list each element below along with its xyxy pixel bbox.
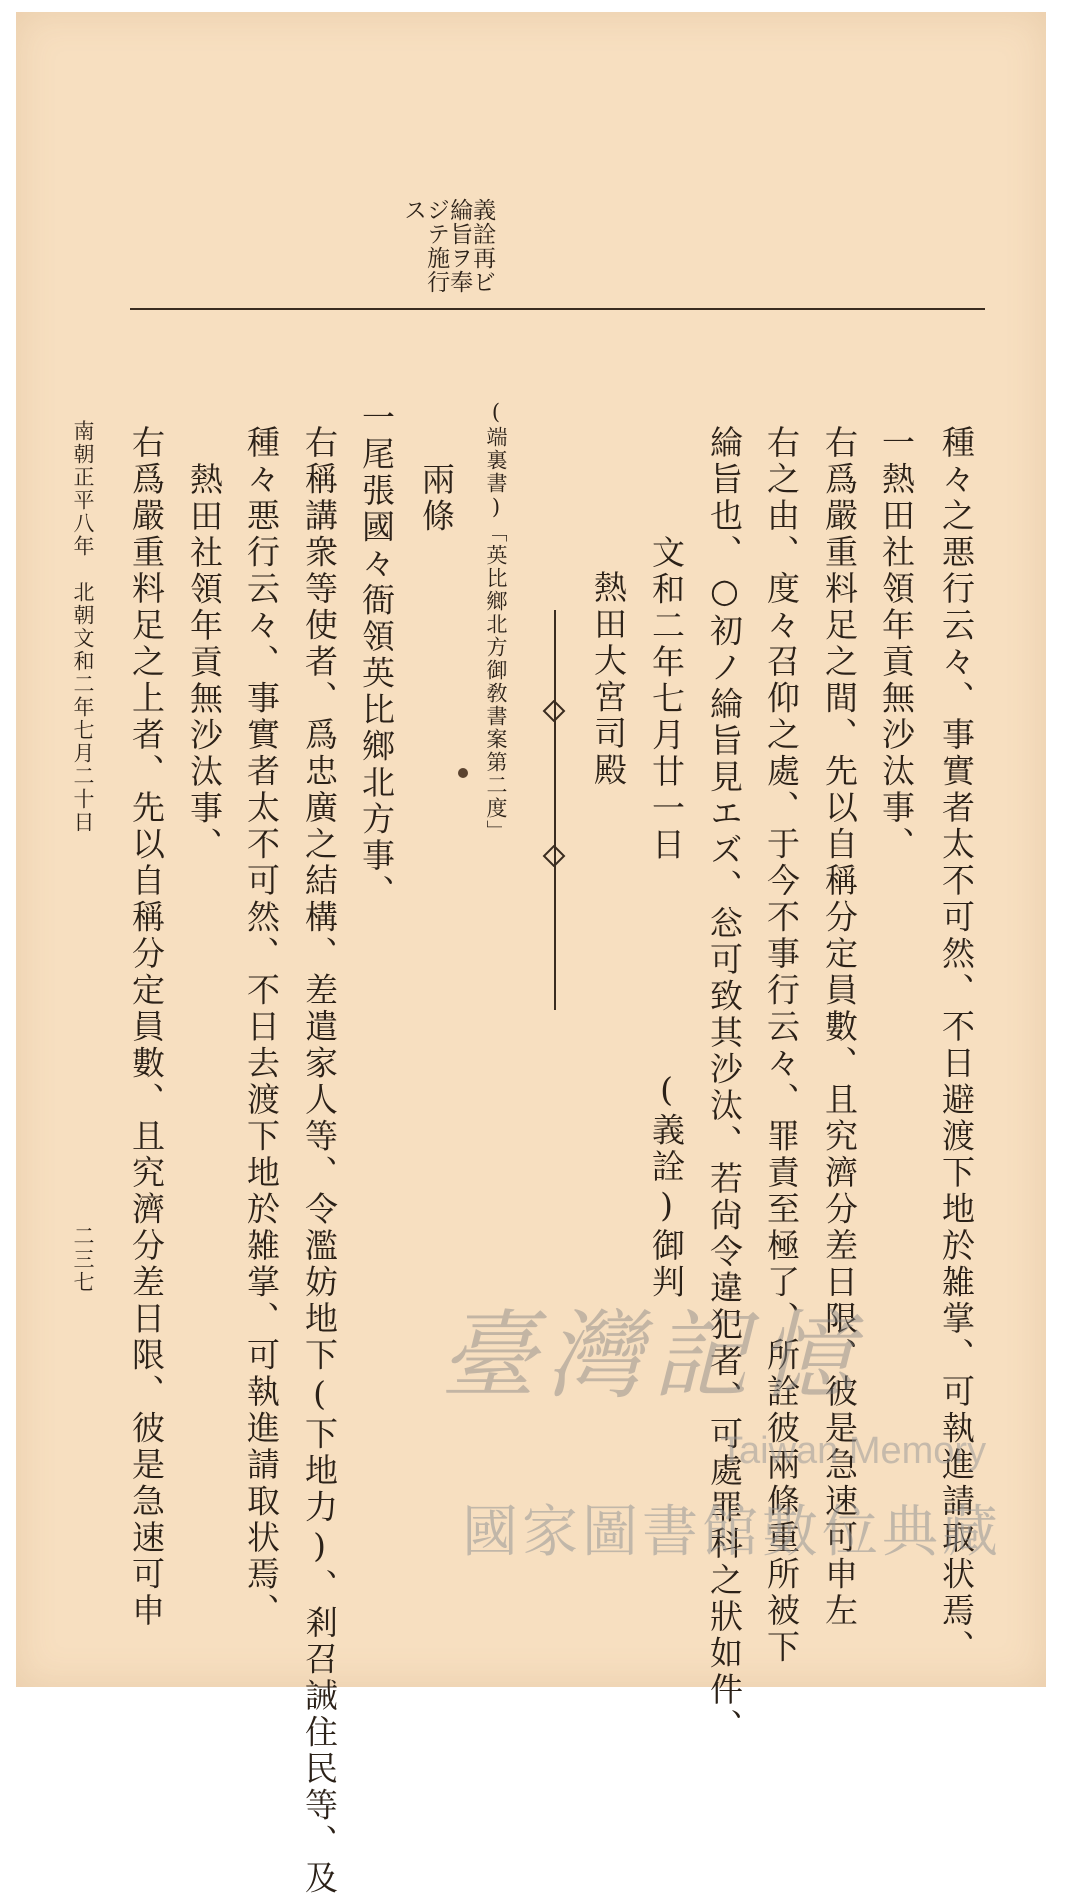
header-rule [130,308,985,310]
page-number: 二三七 [71,1225,95,1294]
text-column-1: 種々之悪行云々、事實者太不可然、不日避渡下地於雑掌、可執進請取状焉、 [937,425,976,1666]
signature-line: (義詮)御判 [647,1070,686,1301]
text-column-10: 右爲嚴重料足之上者、先以自稱分定員數、且究濟分差日限、彼是急速可申 [127,425,166,1630]
separator-line [554,610,556,1010]
text-column-heading: 兩條 [417,462,456,535]
margin-note-line-4: ス [400,198,427,222]
margin-note-line-2: 綸旨ヲ奉 [446,198,473,294]
text-column-3: 右爲嚴重料足之間、先以自稱分定員數、且究濟分差日限、彼是急速可申左 [820,425,859,1630]
text-column-7: 右稱講衆等使者、爲忠廣之結構、差遣家人等、令濫妨地下(下地力)、剎召誡住民等、及 [300,425,339,1897]
separator-ornament [542,845,566,867]
ink-stain [458,768,468,778]
endorsement-line: (端裏書)「英比鄉北方御敎書案第二度」 [484,400,508,843]
footer-date: 南朝正平八年 北朝文和二年七月二十日 [71,420,95,834]
text-column-5: 綸旨也、○初ノ綸旨見エズ、忩可致其沙汰、若尙令違犯者、可處罪科之狀如件、 [705,425,744,1745]
date-line: 文和二年七月廿一日 [647,535,686,864]
text-column-8: 種々悪行云々、事實者太不可然、不日去渡下地於雑掌、可執進請取状焉、 [242,425,281,1630]
text-column-4: 右之由、度々召仰之處、于今不事行云々、罪責至極了、所詮彼兩條重所被下 [762,425,801,1666]
watermark-brand: Taiwan Memory [720,1430,987,1472]
margin-note-line-3: ジテ施行 [423,198,450,294]
separator-ornament [542,700,566,722]
text-column-6: 一尾張國々衙領英比鄉北方事、 [357,400,396,911]
watermark-org: 國家圖書館數位典藏 [462,1500,1002,1563]
margin-note-line-1: 義詮再ビ [469,198,496,294]
text-column-9: 熱田社領年貢無沙汰事、 [185,462,224,864]
addressee-line: 熱田大宮司殿 [589,570,628,789]
text-column-2: 一熱田社領年貢無沙汰事、 [877,425,916,863]
watermark-logo: 臺灣記憶 [440,1300,864,1412]
